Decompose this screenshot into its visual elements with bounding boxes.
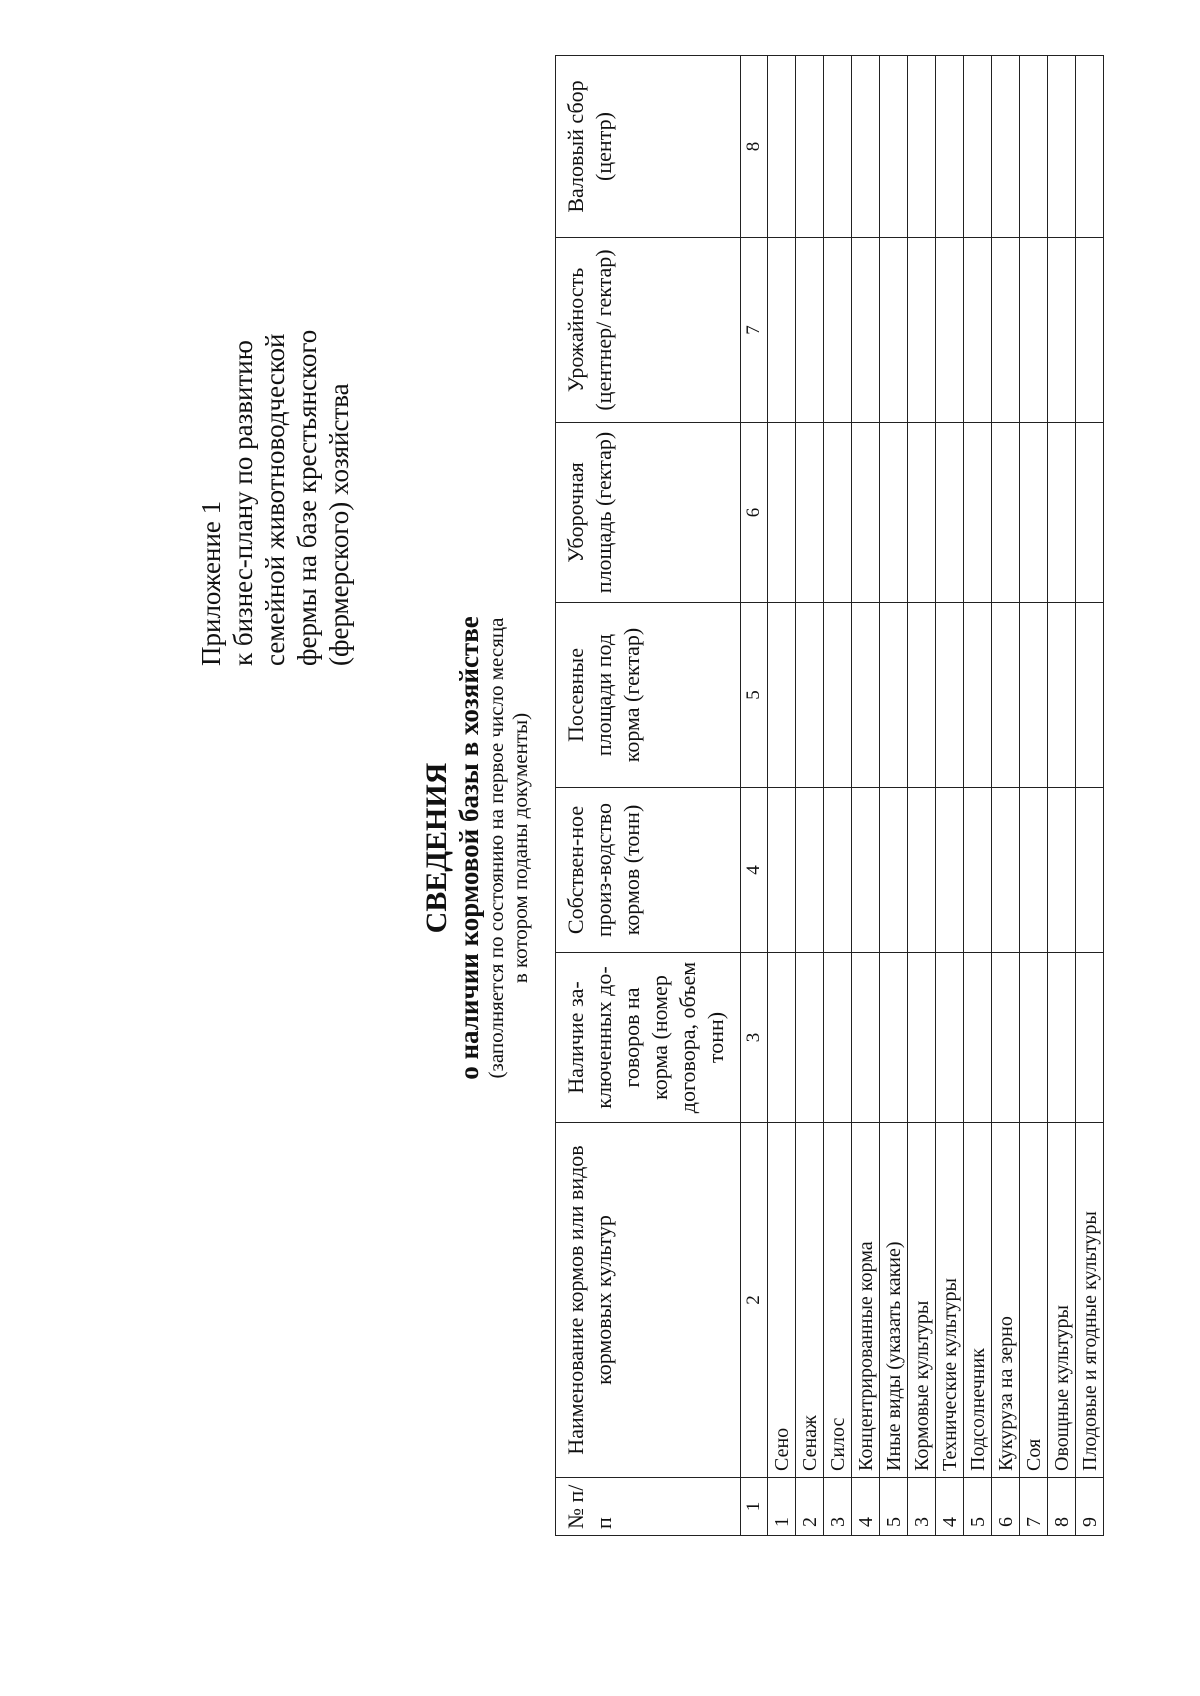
cell-harvest-area <box>768 423 796 603</box>
column-number: 5 <box>741 603 768 788</box>
cell-own-production <box>1076 788 1104 953</box>
column-number-row <box>741 56 768 1536</box>
cell-gross-harvest <box>964 56 992 238</box>
header-yield: Урожайность (центнер/ гектар) <box>556 238 741 423</box>
cell-contracts <box>1048 953 1076 1123</box>
appendix-line: семейной животноводческой <box>260 333 290 666</box>
row-number: 1 <box>768 1478 796 1536</box>
header-name: Наименование кормов или видов кормовых культур <box>556 1123 741 1478</box>
row-number: 5 <box>880 1478 908 1536</box>
header-gross-harvest: Валовый сбор (центр) <box>556 56 741 238</box>
column-number: 7 <box>741 238 768 423</box>
cell-gross-harvest <box>824 56 852 238</box>
document-subheading: о наличии кормовой базы в хозяйстве <box>454 616 484 1080</box>
cell-sown-area <box>824 603 852 788</box>
cell-own-production <box>796 788 824 953</box>
cell-own-production <box>908 788 936 953</box>
appendix-line: к бизнес-плану по развитию <box>228 340 258 666</box>
document-note-line: в котором поданы документы) <box>508 712 532 984</box>
cell-contracts <box>796 953 824 1123</box>
cell-yield <box>852 238 880 423</box>
cell-harvest-area <box>852 423 880 603</box>
cell-gross-harvest <box>1020 56 1048 238</box>
appendix-note <box>195 330 355 666</box>
cell-gross-harvest <box>880 56 908 238</box>
header-row <box>556 56 741 1536</box>
column-number: 8 <box>741 56 768 238</box>
cell-own-production <box>1020 788 1048 953</box>
document-note-line: (заполняется по состоянию на первое число месяца <box>484 617 508 1079</box>
row-number: 3 <box>824 1478 852 1536</box>
cell-contracts <box>936 953 964 1123</box>
cell-own-production <box>936 788 964 953</box>
row-name: Плодовые и ягодные культуры <box>1076 1123 1104 1478</box>
cell-sown-area <box>852 603 880 788</box>
row-number: 8 <box>1048 1478 1076 1536</box>
cell-contracts <box>768 953 796 1123</box>
row-name: Овощные культуры <box>1048 1123 1076 1478</box>
row-name: Соя <box>1020 1123 1048 1478</box>
header-sown-area: Посевные площади под корма (гектар) <box>556 603 741 788</box>
row-number: 6 <box>992 1478 1020 1536</box>
cell-gross-harvest <box>1048 56 1076 238</box>
row-number: 4 <box>936 1478 964 1536</box>
appendix-line: Приложение 1 <box>196 500 226 666</box>
cell-sown-area <box>964 603 992 788</box>
title-block <box>420 0 532 1696</box>
cell-yield <box>908 238 936 423</box>
cell-contracts <box>1020 953 1048 1123</box>
row-name: Силос <box>824 1123 852 1478</box>
cell-contracts <box>824 953 852 1123</box>
header-harvest-area: Уборочная площадь (гектар) <box>556 423 741 603</box>
cell-own-production <box>852 788 880 953</box>
cell-sown-area <box>908 603 936 788</box>
column-number: 2 <box>741 1123 768 1478</box>
cell-sown-area <box>1076 603 1104 788</box>
cell-own-production <box>768 788 796 953</box>
table-row <box>1076 56 1104 1536</box>
table-row <box>852 56 880 1536</box>
row-number: 5 <box>964 1478 992 1536</box>
table-row <box>1020 56 1048 1536</box>
cell-yield <box>964 238 992 423</box>
cell-harvest-area <box>880 423 908 603</box>
cell-harvest-area <box>908 423 936 603</box>
table-row <box>768 56 796 1536</box>
cell-sown-area <box>936 603 964 788</box>
cell-own-production <box>824 788 852 953</box>
cell-own-production <box>1048 788 1076 953</box>
cell-own-production <box>992 788 1020 953</box>
header-contracts: Наличие за-ключенных до-говоров на корма (номер договора, объем тонн) <box>556 953 741 1123</box>
cell-yield <box>768 238 796 423</box>
row-name: Концентрированные корма <box>852 1123 880 1478</box>
cell-gross-harvest <box>768 56 796 238</box>
cell-contracts <box>908 953 936 1123</box>
column-number: 6 <box>741 423 768 603</box>
cell-own-production <box>964 788 992 953</box>
cell-contracts <box>852 953 880 1123</box>
cell-sown-area <box>768 603 796 788</box>
header-own-production: Собствен-ное произ-водство кормов (тонн) <box>556 788 741 953</box>
cell-gross-harvest <box>908 56 936 238</box>
table-row <box>992 56 1020 1536</box>
row-number: 9 <box>1076 1478 1104 1536</box>
cell-yield <box>992 238 1020 423</box>
row-name: Кормовые культуры <box>908 1123 936 1478</box>
cell-harvest-area <box>964 423 992 603</box>
table-row <box>908 56 936 1536</box>
cell-contracts <box>880 953 908 1123</box>
cell-yield <box>936 238 964 423</box>
row-number: 3 <box>908 1478 936 1536</box>
row-name: Кукуруза на зерно <box>992 1123 1020 1478</box>
column-number: 3 <box>741 953 768 1123</box>
cell-contracts <box>964 953 992 1123</box>
cell-harvest-area <box>1048 423 1076 603</box>
cell-sown-area <box>1020 603 1048 788</box>
cell-gross-harvest <box>992 56 1020 238</box>
cell-harvest-area <box>936 423 964 603</box>
row-name: Иные виды (указать какие) <box>880 1123 908 1478</box>
column-number: 4 <box>741 788 768 953</box>
row-name: Сенаж <box>796 1123 824 1478</box>
row-number: 4 <box>852 1478 880 1536</box>
appendix-line: (фермерского) хозяйства <box>324 383 354 666</box>
cell-sown-area <box>796 603 824 788</box>
header-number: № п/п <box>556 1478 741 1536</box>
cell-gross-harvest <box>852 56 880 238</box>
cell-sown-area <box>880 603 908 788</box>
cell-harvest-area <box>1076 423 1104 603</box>
document-heading: СВЕДЕНИЯ <box>420 762 453 934</box>
feed-base-table <box>555 55 1104 1536</box>
row-name: Технические культуры <box>936 1123 964 1478</box>
cell-harvest-area <box>1020 423 1048 603</box>
cell-yield <box>1076 238 1104 423</box>
cell-contracts <box>1076 953 1104 1123</box>
cell-gross-harvest <box>1076 56 1104 238</box>
row-name: Сено <box>768 1123 796 1478</box>
cell-contracts <box>992 953 1020 1123</box>
cell-yield <box>1048 238 1076 423</box>
table-row <box>1048 56 1076 1536</box>
cell-harvest-area <box>824 423 852 603</box>
cell-yield <box>880 238 908 423</box>
column-number: 1 <box>741 1478 768 1536</box>
cell-gross-harvest <box>796 56 824 238</box>
row-number: 7 <box>1020 1478 1048 1536</box>
cell-gross-harvest <box>936 56 964 238</box>
cell-own-production <box>880 788 908 953</box>
table-row <box>936 56 964 1536</box>
cell-yield <box>824 238 852 423</box>
row-name: Подсолнечник <box>964 1123 992 1478</box>
table-row <box>964 56 992 1536</box>
cell-yield <box>1020 238 1048 423</box>
cell-sown-area <box>992 603 1020 788</box>
appendix-line: фермы на базе крестьянского <box>292 329 322 666</box>
table-row <box>796 56 824 1536</box>
cell-harvest-area <box>796 423 824 603</box>
table-row <box>880 56 908 1536</box>
cell-yield <box>796 238 824 423</box>
table-row <box>824 56 852 1536</box>
row-number: 2 <box>796 1478 824 1536</box>
cell-harvest-area <box>992 423 1020 603</box>
cell-sown-area <box>1048 603 1076 788</box>
